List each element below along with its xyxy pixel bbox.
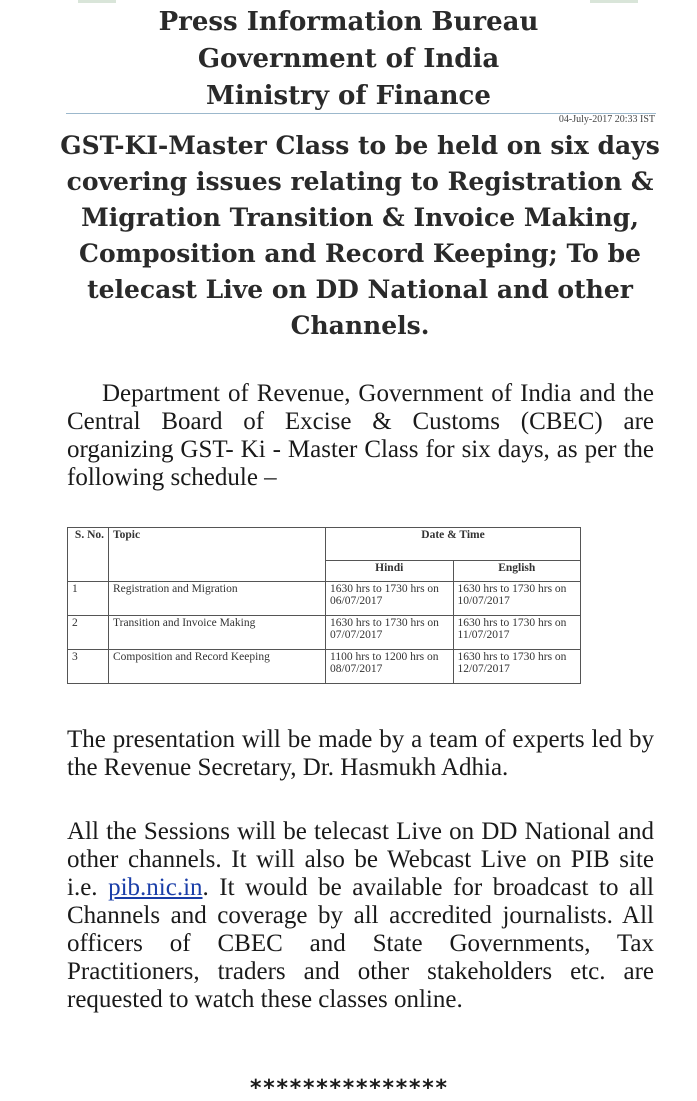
- cell-topic: Registration and Migration: [109, 582, 326, 616]
- cell-english: 1630 hrs to 1730 hrs on 11/07/2017: [453, 616, 581, 650]
- release-datetime: 04-July-2017 20:33 IST: [558, 114, 655, 125]
- cell-sno: 1: [68, 582, 109, 616]
- cell-hindi: 1630 hrs to 1730 hrs on 06/07/2017: [326, 582, 454, 616]
- table-header-row: [68, 528, 581, 561]
- header-hindi: Hindi: [326, 561, 454, 582]
- header-date-time: Date & Time: [326, 528, 581, 561]
- cell-topic: Transition and Invoice Making: [109, 616, 326, 650]
- cell-sno: 3: [68, 650, 109, 684]
- header-english: English: [453, 561, 581, 582]
- header-government: Government of India: [197, 44, 500, 74]
- schedule-table: [67, 527, 581, 684]
- cell-hindi: 1100 hrs to 1200 hrs on 08/07/2017: [326, 650, 454, 684]
- top-edge-mark: [78, 0, 116, 3]
- telecast-text-after-link: . It would be available for broadcast to all Channels and coverage by all accredited journalists. All officers of CBEC and State Governments, Tax Practitioners, traders and other stakeholders etc. are requested to watch these classes online.: [67, 874, 654, 1013]
- cell-hindi: 1630 hrs to 1730 hrs on 07/07/2017: [326, 616, 454, 650]
- cell-english: 1630 hrs to 1730 hrs on 12/07/2017: [453, 650, 581, 684]
- header-bureau: Press Information Bureau: [158, 7, 539, 37]
- top-edge-mark: [590, 0, 638, 3]
- table-row: [68, 650, 581, 684]
- cell-sno: 2: [68, 616, 109, 650]
- table-row: [68, 616, 581, 650]
- cell-topic: Composition and Record Keeping: [109, 650, 326, 684]
- presentation-paragraph: The presentation will be made by a team of experts led by the Revenue Secretary, Dr. Hasmukh Adhia.: [67, 726, 654, 781]
- cell-english: 1630 hrs to 1730 hrs on 10/07/2017: [453, 582, 581, 616]
- release-title: GST-KI-Master Class to be held on six days covering issues relating to Registration & Migration Transition & Invoice Making, Composition and Record Keeping; To be telecast Live on DD National and other Channels.: [60, 131, 660, 340]
- press-release-header: [0, 4, 697, 115]
- header-ministry: Ministry of Finance: [206, 81, 491, 111]
- telecast-text-before-link: All the Sessions will be telecast Live on DD National and other channels. It will also be Webcast Live on PIB site i.e.: [67, 818, 654, 901]
- pib-site-link[interactable]: pib.nic.in: [108, 874, 203, 901]
- header-topic: Topic: [109, 528, 326, 582]
- table-row: [68, 582, 581, 616]
- telecast-paragraph: [67, 818, 654, 1014]
- intro-paragraph: Department of Revenue, Government of India and the Central Board of Excise & Customs (CBEC) are organizing GST- Ki - Master Class for six days, as per the following schedule –: [67, 380, 654, 491]
- end-of-release-stars: ***************: [249, 1076, 448, 1101]
- header-sno: S. No.: [68, 528, 109, 582]
